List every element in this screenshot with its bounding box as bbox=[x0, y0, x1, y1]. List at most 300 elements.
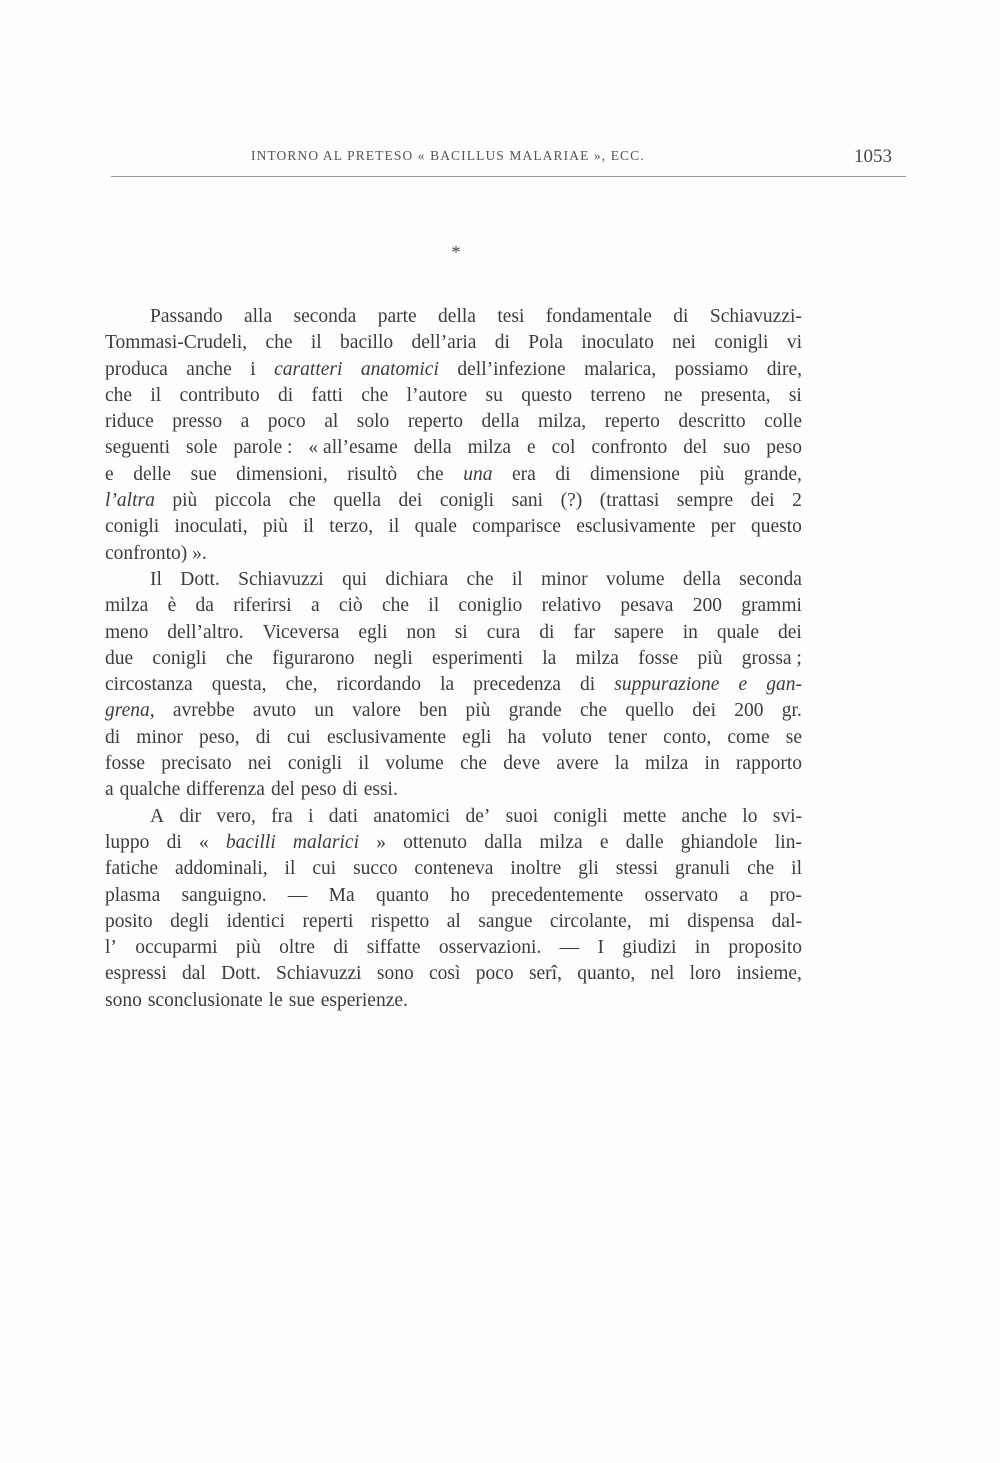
word: terzo, bbox=[329, 516, 374, 538]
word: avere bbox=[556, 753, 599, 775]
word: minor bbox=[136, 726, 183, 748]
word: la bbox=[440, 674, 455, 696]
running-head-title: INTORNO AL PRETESO « BACILLUS MALARIAE », ECC. bbox=[251, 148, 645, 163]
word: fosse bbox=[638, 647, 679, 669]
word: conigli bbox=[439, 490, 495, 512]
word: in bbox=[682, 621, 698, 643]
word: esclusivamente bbox=[576, 516, 696, 538]
word: dei bbox=[692, 700, 717, 722]
text-line bbox=[105, 593, 802, 619]
word: più bbox=[697, 647, 723, 669]
word: colle bbox=[764, 411, 802, 433]
word: presenta, bbox=[700, 384, 771, 406]
word: differenza bbox=[186, 779, 265, 801]
word: che bbox=[466, 568, 494, 590]
word: esperimenti bbox=[432, 647, 523, 669]
word: conigli bbox=[553, 805, 608, 827]
word: quanto bbox=[375, 884, 430, 906]
word: col bbox=[551, 437, 576, 459]
word: di bbox=[580, 674, 596, 696]
word: dell’altro. bbox=[167, 621, 244, 643]
word: avrebbe bbox=[172, 700, 235, 722]
italic-word: una bbox=[463, 463, 493, 485]
text-line bbox=[105, 856, 802, 882]
word: conigli bbox=[287, 753, 343, 775]
word: seconda bbox=[739, 568, 802, 590]
word: dell’infezione bbox=[457, 358, 566, 380]
word: Dott. bbox=[180, 568, 220, 590]
word: che bbox=[460, 753, 488, 775]
word: sole bbox=[185, 437, 218, 459]
word: peso bbox=[300, 779, 337, 801]
word: conteneva bbox=[414, 858, 494, 880]
word: che bbox=[288, 490, 316, 512]
word: il bbox=[358, 753, 370, 775]
word: di bbox=[673, 306, 689, 327]
word: deve bbox=[503, 753, 541, 775]
text-line bbox=[105, 804, 802, 830]
word: produca bbox=[105, 358, 168, 380]
word: a bbox=[105, 779, 114, 801]
italic-word: caratteri bbox=[274, 358, 343, 380]
word: il bbox=[284, 858, 296, 880]
word: milza bbox=[575, 647, 619, 669]
word: dell’aria bbox=[411, 332, 477, 354]
word: espressi bbox=[105, 963, 167, 985]
word: ciò bbox=[338, 595, 363, 617]
word: pesava bbox=[620, 595, 674, 617]
word: quale bbox=[414, 516, 457, 538]
word: dei bbox=[398, 490, 423, 512]
word: precedentemente bbox=[491, 884, 624, 906]
text-line bbox=[105, 961, 802, 987]
word: tener bbox=[608, 726, 647, 748]
word: per bbox=[710, 516, 736, 538]
word: i bbox=[308, 805, 314, 827]
word: avuto bbox=[252, 700, 297, 722]
word: sempre bbox=[676, 490, 734, 512]
italic-word: suppurazione bbox=[614, 674, 720, 696]
word: di bbox=[278, 384, 294, 406]
word: dal bbox=[182, 963, 206, 985]
word: seguenti bbox=[105, 437, 170, 459]
word: plasma bbox=[105, 884, 161, 906]
word: pro- bbox=[769, 884, 802, 906]
word: insieme, bbox=[736, 963, 802, 985]
word: della bbox=[413, 437, 452, 459]
word: loro bbox=[689, 963, 722, 985]
word: si bbox=[788, 384, 802, 406]
word: granuli bbox=[674, 858, 731, 880]
word: sangue bbox=[478, 910, 533, 932]
word: il bbox=[310, 332, 322, 354]
word: 200 bbox=[692, 595, 722, 617]
word: grossa ; bbox=[741, 647, 802, 669]
body-text bbox=[105, 304, 802, 1014]
word: coniglio bbox=[458, 595, 523, 617]
word: lin- bbox=[774, 831, 802, 853]
word: possiamo bbox=[674, 358, 749, 380]
word: grande bbox=[508, 700, 562, 722]
text-line bbox=[105, 777, 802, 803]
word: Il bbox=[150, 568, 162, 590]
word: — bbox=[559, 937, 580, 959]
text-line bbox=[105, 514, 802, 540]
word: fondamentale bbox=[545, 306, 652, 327]
word: la bbox=[542, 647, 557, 669]
word: quanto, bbox=[577, 963, 636, 985]
word: milza bbox=[467, 437, 511, 459]
word: sue bbox=[288, 989, 315, 1011]
word: i bbox=[250, 358, 256, 380]
page-number: 1053 bbox=[854, 146, 892, 167]
word: il bbox=[428, 595, 440, 617]
word: non bbox=[406, 621, 436, 643]
word: confronto bbox=[591, 437, 668, 459]
text-line bbox=[105, 330, 802, 356]
word: inoltre bbox=[510, 858, 562, 880]
word: qualche bbox=[119, 779, 181, 801]
word: alla bbox=[243, 306, 273, 327]
word: sapere bbox=[613, 621, 664, 643]
word: grammi bbox=[741, 595, 802, 617]
word: reperti bbox=[302, 910, 354, 932]
italic-word: l’altra bbox=[105, 490, 155, 512]
word: di bbox=[555, 463, 571, 485]
word: anche bbox=[186, 358, 232, 380]
word: due bbox=[105, 647, 134, 669]
word: il bbox=[303, 516, 314, 538]
word: ne bbox=[663, 384, 683, 406]
word: esperienze. bbox=[320, 989, 408, 1011]
word: addominali, bbox=[174, 858, 268, 880]
word: conigli bbox=[714, 332, 769, 354]
word: a bbox=[240, 411, 250, 433]
word: il bbox=[791, 858, 802, 880]
word: è bbox=[167, 595, 177, 617]
word: valore bbox=[352, 700, 401, 722]
italic-word: e bbox=[738, 674, 748, 696]
word: e bbox=[105, 463, 114, 485]
word: circostanza bbox=[105, 674, 193, 696]
word: comparisce bbox=[472, 516, 561, 538]
word: Schiavuzzi bbox=[276, 963, 362, 985]
word: negli bbox=[373, 647, 413, 669]
word: risultò bbox=[347, 463, 398, 485]
italic-word: anatomici bbox=[360, 358, 439, 380]
word: « bbox=[198, 831, 209, 853]
word: — bbox=[287, 884, 308, 906]
word: che bbox=[579, 700, 608, 722]
word: più bbox=[262, 516, 288, 538]
word: al bbox=[446, 910, 461, 932]
word: egli bbox=[358, 621, 388, 643]
word: dei bbox=[778, 621, 802, 643]
word: succo bbox=[353, 858, 398, 880]
word: reperto bbox=[407, 411, 464, 433]
text-line bbox=[105, 620, 802, 646]
word: Passando bbox=[150, 306, 223, 327]
word: si bbox=[454, 621, 468, 643]
word: rispetto bbox=[370, 910, 430, 932]
word: di bbox=[539, 621, 555, 643]
word: riferirsi bbox=[233, 595, 292, 617]
word: dati bbox=[328, 805, 359, 827]
word: la bbox=[614, 753, 629, 775]
word: minor bbox=[541, 568, 588, 590]
word: volume bbox=[385, 753, 444, 775]
word: questo bbox=[750, 516, 802, 538]
word: suo bbox=[723, 437, 751, 459]
word: anatomici bbox=[373, 805, 451, 827]
text-line bbox=[105, 751, 802, 777]
word: e bbox=[599, 831, 609, 853]
word: grande, bbox=[743, 463, 802, 485]
word: di bbox=[105, 726, 121, 748]
word: questa, bbox=[211, 674, 267, 696]
word: peso, bbox=[198, 726, 240, 748]
word: quella bbox=[333, 490, 381, 512]
word: ho bbox=[450, 884, 470, 906]
word: gli bbox=[578, 858, 599, 880]
word: fatti bbox=[311, 384, 343, 406]
italic-word: gan- bbox=[766, 674, 802, 696]
word: sconclusionate bbox=[147, 989, 263, 1011]
word: cui bbox=[287, 726, 311, 748]
word: esclusivamente bbox=[326, 726, 447, 748]
word: milza bbox=[539, 831, 583, 853]
word: dispensa bbox=[687, 910, 755, 932]
word: nel bbox=[650, 963, 675, 985]
word: svi- bbox=[772, 805, 802, 827]
word: più bbox=[172, 490, 198, 512]
text-line bbox=[105, 462, 802, 488]
word: « all’esame bbox=[308, 437, 398, 459]
word: ben bbox=[419, 700, 448, 722]
word: cui bbox=[312, 858, 337, 880]
word: descritto bbox=[678, 411, 746, 433]
word: solo bbox=[356, 411, 390, 433]
word: 2 bbox=[792, 490, 802, 512]
word: presso bbox=[172, 411, 223, 433]
word: proposito bbox=[728, 937, 802, 959]
word: lo bbox=[742, 805, 758, 827]
word: che bbox=[747, 858, 775, 880]
word: che bbox=[381, 595, 410, 617]
word: voluto bbox=[542, 726, 592, 748]
text-line bbox=[105, 357, 802, 383]
word: riduce bbox=[105, 411, 154, 433]
text-line bbox=[105, 567, 802, 593]
text-line bbox=[105, 909, 802, 935]
word: quale bbox=[716, 621, 760, 643]
word: volume bbox=[606, 568, 665, 590]
word: fra bbox=[271, 805, 293, 827]
word: siffatte bbox=[366, 937, 421, 959]
word: far bbox=[573, 621, 595, 643]
word: stessi bbox=[615, 858, 659, 880]
text-line bbox=[105, 646, 802, 672]
word: in bbox=[694, 937, 710, 959]
word: milza bbox=[105, 595, 149, 617]
word: Dott. bbox=[221, 963, 261, 985]
word: degli bbox=[170, 910, 210, 932]
word: che bbox=[361, 384, 389, 406]
running-header bbox=[111, 146, 906, 170]
word: fatiche bbox=[105, 858, 159, 880]
word: egli bbox=[462, 726, 492, 748]
word: più bbox=[235, 937, 261, 959]
word: conigli bbox=[152, 647, 207, 669]
word: nei bbox=[672, 332, 696, 354]
italic-word: malarici bbox=[292, 831, 360, 853]
word: poco bbox=[475, 963, 514, 985]
word: che bbox=[265, 332, 293, 354]
text-line bbox=[105, 830, 802, 856]
word: parole : bbox=[233, 437, 293, 459]
word: al bbox=[324, 411, 339, 433]
word: il bbox=[388, 516, 400, 538]
word: cura bbox=[486, 621, 521, 643]
word: (?) bbox=[560, 490, 583, 512]
word: come bbox=[727, 726, 770, 748]
asterisk-ornament: * bbox=[451, 242, 461, 262]
word: dalle bbox=[625, 831, 664, 853]
word: ottenuto bbox=[403, 831, 468, 853]
word: contributo bbox=[179, 384, 260, 406]
word: di bbox=[166, 831, 182, 853]
word: della bbox=[438, 306, 476, 327]
word: il bbox=[511, 568, 523, 590]
word: piccola bbox=[214, 490, 272, 512]
italic-word: bacilli bbox=[225, 831, 276, 853]
word: e bbox=[527, 437, 536, 459]
word: sue bbox=[190, 463, 217, 485]
word: Schiavuzzi bbox=[238, 568, 324, 590]
word: Tommasi-Crudeli, bbox=[105, 332, 248, 354]
word: un bbox=[314, 700, 334, 722]
italic-word: grena, bbox=[105, 700, 155, 722]
word: inoculati, bbox=[174, 516, 248, 538]
word: dalla bbox=[484, 831, 523, 853]
word: milza, bbox=[537, 411, 587, 433]
word: » bbox=[376, 831, 386, 853]
word: dir bbox=[179, 805, 202, 827]
word: del bbox=[270, 779, 295, 801]
word: dal- bbox=[771, 910, 802, 932]
word: bacillo bbox=[340, 332, 394, 354]
word: in bbox=[704, 753, 720, 775]
text-line bbox=[105, 409, 802, 435]
word: peso bbox=[766, 437, 802, 459]
word: anche bbox=[681, 805, 727, 827]
text-line bbox=[105, 935, 802, 961]
word: a bbox=[310, 595, 320, 617]
text-line bbox=[105, 988, 802, 1014]
word: a bbox=[739, 884, 749, 906]
word: Ma bbox=[328, 884, 355, 906]
word: le bbox=[268, 989, 283, 1011]
word: conigli bbox=[105, 516, 160, 538]
word: reperto bbox=[604, 411, 660, 433]
word: giudizi bbox=[622, 937, 677, 959]
word: precedenza bbox=[473, 674, 561, 696]
word: nei bbox=[247, 753, 272, 775]
word: di bbox=[494, 332, 510, 354]
word: della bbox=[481, 411, 520, 433]
word: sono bbox=[105, 989, 142, 1011]
word: qui bbox=[342, 568, 367, 590]
text-line bbox=[105, 541, 802, 567]
word: vero, bbox=[216, 805, 256, 827]
word: serî, bbox=[528, 963, 562, 985]
word: luppo bbox=[105, 831, 150, 853]
word: più bbox=[699, 463, 725, 485]
word: osservato bbox=[644, 884, 719, 906]
word: poco bbox=[267, 411, 306, 433]
word: malarica, bbox=[584, 358, 657, 380]
word: conto, bbox=[663, 726, 712, 748]
word: che bbox=[225, 647, 253, 669]
word: il bbox=[150, 384, 162, 406]
word: meno bbox=[105, 621, 149, 643]
word: quello bbox=[625, 700, 674, 722]
word: terreno bbox=[590, 384, 646, 406]
word: A bbox=[150, 805, 165, 827]
word: suoi bbox=[505, 805, 539, 827]
word: 200 bbox=[734, 700, 764, 722]
word: identici bbox=[226, 910, 286, 932]
text-line bbox=[105, 435, 802, 461]
word: su bbox=[485, 384, 503, 406]
word: vi bbox=[786, 332, 802, 354]
word: de’ bbox=[465, 805, 491, 827]
word: di bbox=[342, 779, 358, 801]
text-line bbox=[105, 883, 802, 909]
word: dichiara bbox=[385, 568, 449, 590]
word: osservazioni. bbox=[438, 937, 542, 959]
header-rule bbox=[111, 176, 906, 177]
word: ha bbox=[507, 726, 526, 748]
word: sani bbox=[511, 490, 544, 512]
word: se bbox=[785, 726, 802, 748]
word: seconda bbox=[293, 306, 357, 327]
word: di bbox=[333, 937, 349, 959]
word: circolante, bbox=[549, 910, 632, 932]
word: così bbox=[429, 963, 461, 985]
word: Schiavuzzi- bbox=[709, 306, 802, 327]
text-line bbox=[105, 304, 802, 330]
word: sono bbox=[376, 963, 414, 985]
word: Pola bbox=[528, 332, 563, 354]
word: questo bbox=[521, 384, 573, 406]
word: che bbox=[416, 463, 444, 485]
word: occuparmi bbox=[135, 937, 218, 959]
word: Viceversa bbox=[262, 621, 340, 643]
word: relativo bbox=[541, 595, 602, 617]
word: del bbox=[683, 437, 708, 459]
word: posito bbox=[105, 910, 153, 932]
word: precisato bbox=[161, 753, 232, 775]
word: da bbox=[195, 595, 214, 617]
word: che, bbox=[285, 674, 318, 696]
text-line bbox=[105, 725, 802, 751]
word: mette bbox=[622, 805, 667, 827]
word: ricordando bbox=[336, 674, 422, 696]
word: della bbox=[682, 568, 721, 590]
word: inoculato bbox=[581, 332, 654, 354]
word: essi. bbox=[363, 779, 398, 801]
